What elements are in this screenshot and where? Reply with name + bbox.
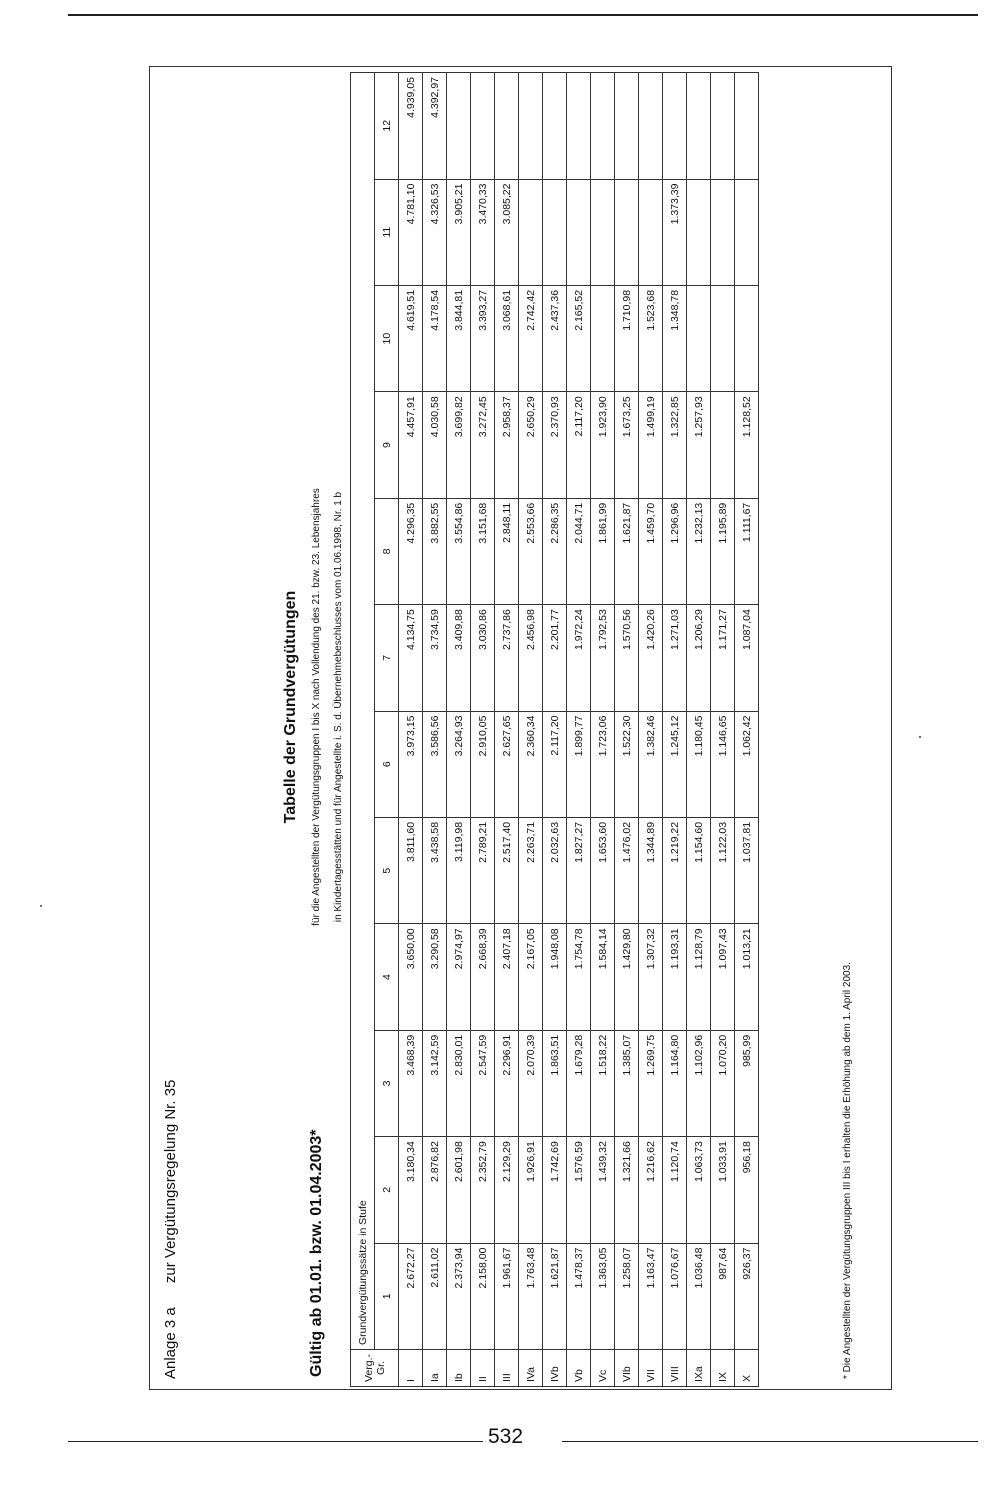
salary-cell: 3.468,39: [399, 1030, 423, 1136]
salary-cell: [687, 285, 711, 391]
group-cell: VIb: [615, 1349, 639, 1386]
page-rule-left: [68, 1441, 483, 1442]
landscape-content: [150, 67, 890, 1387]
annex-label: Anlage 3 a: [162, 1307, 179, 1379]
salary-cell: 2.611,02: [423, 1243, 447, 1349]
salary-cell: [687, 73, 711, 180]
salary-cell: 2.668,39: [471, 924, 495, 1030]
salary-cell: 2.737,86: [495, 605, 519, 711]
step-header: 2: [375, 1137, 399, 1243]
salary-cell: 1.679,28: [567, 1030, 591, 1136]
salary-cell: 1.385,07: [615, 1030, 639, 1136]
salary-cell: [639, 73, 663, 180]
salary-cell: 4.939,05: [399, 73, 423, 180]
salary-cell: 1.111,67: [735, 498, 759, 604]
rotated-page-frame: [149, 66, 892, 1390]
salary-cell: [615, 73, 639, 180]
group-cell: II: [471, 1349, 495, 1386]
salary-cell: 3.290,58: [423, 924, 447, 1030]
salary-cell: 1.518,22: [591, 1030, 615, 1136]
group-cell: IVa: [519, 1349, 543, 1386]
salary-cell: 1.827,27: [567, 817, 591, 923]
salary-cell: 2.296,91: [495, 1030, 519, 1136]
group-cell: Ia: [423, 1349, 447, 1386]
group-cell: IX: [711, 1349, 735, 1386]
salary-cell: 3.180,34: [399, 1137, 423, 1243]
salary-cell: 1.128,79: [687, 924, 711, 1030]
salary-cell: 1.321,66: [615, 1137, 639, 1243]
table-row: [543, 73, 567, 1387]
salary-cell: 3.973,15: [399, 711, 423, 817]
salary-cell: [735, 73, 759, 180]
group-cell: Vc: [591, 1349, 615, 1386]
table-row: [471, 73, 495, 1387]
salary-cell: [591, 285, 615, 391]
table-row: [567, 73, 591, 1387]
salary-cell: 1.070,20: [711, 1030, 735, 1136]
step-header: 5: [375, 817, 399, 923]
group-cell: Vb: [567, 1349, 591, 1386]
salary-cell: 1.570,56: [615, 605, 639, 711]
salary-cell: [711, 392, 735, 498]
salary-cell: 956,18: [735, 1137, 759, 1243]
salary-cell: 2.547,59: [471, 1030, 495, 1136]
salary-cell: 2.373,94: [447, 1243, 471, 1349]
salary-cell: 1.195,89: [711, 498, 735, 604]
table-row: [399, 73, 423, 1387]
salary-cell: 2.742,42: [519, 285, 543, 391]
salary-cell: 3.068,61: [495, 285, 519, 391]
salary-cell: 1.420,26: [639, 605, 663, 711]
valid-from: Gültig ab 01.01. bzw. 01.04.2003*: [308, 1129, 325, 1377]
salary-cell: 1.037,81: [735, 817, 759, 923]
salary-cell: [711, 179, 735, 285]
salary-cell: 1.219,22: [663, 817, 687, 923]
salary-cell: 3.554,86: [447, 498, 471, 604]
step-header: 11: [375, 179, 399, 285]
page-number: 532: [488, 1425, 524, 1448]
salary-cell: 1.439,32: [591, 1137, 615, 1243]
salary-cell: 2.437,36: [543, 285, 567, 391]
salary-cell: [495, 73, 519, 180]
salary-cell: 987,64: [711, 1243, 735, 1349]
salary-cell: 1.063,73: [687, 1137, 711, 1243]
salary-cell: 1.193,31: [663, 924, 687, 1030]
salary-cell: 1.216,62: [639, 1137, 663, 1243]
salary-cell: 1.673,25: [615, 392, 639, 498]
salary-cell: 1.742,69: [543, 1137, 567, 1243]
salary-cell: 1.621,87: [615, 498, 639, 604]
salary-cell: [567, 73, 591, 180]
salary-cell: 1.923,90: [591, 392, 615, 498]
group-cell: VII: [639, 1349, 663, 1386]
salary-cell: 2.352,79: [471, 1137, 495, 1243]
salary-cell: 1.163,47: [639, 1243, 663, 1349]
salary-cell: 3.811,60: [399, 817, 423, 923]
salary-cell: 1.763,48: [519, 1243, 543, 1349]
salary-cell: [615, 179, 639, 285]
table-row: [591, 73, 615, 1387]
salary-cell: 2.650,29: [519, 392, 543, 498]
salary-table: [350, 72, 759, 1387]
salary-cell: 3.470,33: [471, 179, 495, 285]
salary-cell: 1.754,78: [567, 924, 591, 1030]
scan-speck: [919, 736, 921, 738]
salary-cell: 2.958,37: [495, 392, 519, 498]
salary-cell: [519, 179, 543, 285]
salary-cell: 926,37: [735, 1243, 759, 1349]
salary-cell: 1.459,70: [639, 498, 663, 604]
group-cell: IXa: [687, 1349, 711, 1386]
salary-cell: 2.789,21: [471, 817, 495, 923]
table-row: [423, 73, 447, 1387]
table-row: [615, 73, 639, 1387]
salary-cell: 1.257,93: [687, 392, 711, 498]
salary-cell: 3.119,98: [447, 817, 471, 923]
salary-cell: 1.146,65: [711, 711, 735, 817]
step-header: 9: [375, 392, 399, 498]
salary-cell: 2.910,05: [471, 711, 495, 817]
group-column-header: Verg.-Gr.: [351, 1349, 399, 1386]
salary-cell: 2.601,98: [447, 1137, 471, 1243]
salary-cell: [735, 179, 759, 285]
salary-cell: 4.178,54: [423, 285, 447, 391]
annex-header: [162, 1060, 179, 1379]
salary-cell: 1.576,59: [567, 1137, 591, 1243]
salary-cell: 2.201,77: [543, 605, 567, 711]
salary-cell: [447, 73, 471, 180]
salary-cell: 3.264,93: [447, 711, 471, 817]
salary-cell: [735, 285, 759, 391]
salary-cell: 4.296,35: [399, 498, 423, 604]
salary-cell: [591, 179, 615, 285]
salary-cell: 1.926,91: [519, 1137, 543, 1243]
salary-cell: 1.206,29: [687, 605, 711, 711]
salary-cell: 1.258,07: [615, 1243, 639, 1349]
salary-cell: 2.167,05: [519, 924, 543, 1030]
table-title: Tabelle der Grundvergütungen: [282, 590, 299, 824]
salary-cell: 1.245,12: [663, 711, 687, 817]
salary-cell: 1.154,60: [687, 817, 711, 923]
salary-cell: [543, 73, 567, 180]
salary-cell: 4.030,58: [423, 392, 447, 498]
salary-cell: 4.392,97: [423, 73, 447, 180]
salary-cell: 2.286,35: [543, 498, 567, 604]
salary-cell: 2.627,65: [495, 711, 519, 817]
subtitle-line-2: in Kindertagesstätten und für Angestellte i. S. d. Übernehmebeschlusses vom 01.06.1998, Nr. 1 b: [333, 491, 344, 923]
salary-cell: 1.899,77: [567, 711, 591, 817]
top-rule: [68, 14, 978, 16]
salary-cell: 3.142,59: [423, 1030, 447, 1136]
salary-cell: 1.344,89: [639, 817, 663, 923]
step-header: 3: [375, 1030, 399, 1136]
salary-cell: [711, 73, 735, 180]
salary-cell: 1.296,96: [663, 498, 687, 604]
subtitle-line-1: für die Angestellten der Vergütungsgruppen I bis X nach Vollendung des 21. bzw. 23. Lebensjahres: [311, 488, 322, 926]
salary-cell: 1.307,32: [639, 924, 663, 1030]
salary-cell: 1.478,37: [567, 1243, 591, 1349]
salary-cell: 3.409,88: [447, 605, 471, 711]
salary-cell: 1.373,39: [663, 179, 687, 285]
salary-cell: 1.523,68: [639, 285, 663, 391]
salary-cell: 1.087,04: [735, 605, 759, 711]
table-row: [447, 73, 471, 1387]
salary-cell: 2.117,20: [543, 711, 567, 817]
salary-cell: 1.522,30: [615, 711, 639, 817]
salary-cell: 4.134,75: [399, 605, 423, 711]
salary-cell: [639, 179, 663, 285]
salary-cell: 3.151,68: [471, 498, 495, 604]
salary-cell: 2.158,00: [471, 1243, 495, 1349]
salary-cell: 3.734,59: [423, 605, 447, 711]
salary-cell: 3.882,55: [423, 498, 447, 604]
table-row: [735, 73, 759, 1387]
salary-cell: 1.499,19: [639, 392, 663, 498]
group-cell: IVb: [543, 1349, 567, 1386]
salary-cell: 3.438,58: [423, 817, 447, 923]
salary-cell: 1.363,05: [591, 1243, 615, 1349]
salary-cell: 1.171,27: [711, 605, 735, 711]
salary-cell: 1.710,98: [615, 285, 639, 391]
salary-cell: 1.382,46: [639, 711, 663, 817]
salary-cell: 3.272,45: [471, 392, 495, 498]
step-header: 4: [375, 924, 399, 1030]
step-header: 8: [375, 498, 399, 604]
salary-cell: 1.621,87: [543, 1243, 567, 1349]
salary-cell: 1.322,85: [663, 392, 687, 498]
salary-cell: 2.456,98: [519, 605, 543, 711]
salary-cell: 1.102,96: [687, 1030, 711, 1136]
table-row: [519, 73, 543, 1387]
salary-cell: 2.517,40: [495, 817, 519, 923]
salary-cell: 985,99: [735, 1030, 759, 1136]
page-rule-right: [562, 1441, 978, 1442]
salary-cell: 1.476,02: [615, 817, 639, 923]
footnote: * Die Angestellten der Vergütungsgruppen III bis I erhalten die Erhöhung ab dem 1. April 2003.: [842, 962, 853, 1379]
salary-cell: 1.180,45: [687, 711, 711, 817]
salary-cell: 3.905,21: [447, 179, 471, 285]
salary-cell: [663, 73, 687, 180]
group-cell: X: [735, 1349, 759, 1386]
group-cell: VIII: [663, 1349, 687, 1386]
salary-cell: 2.974,97: [447, 924, 471, 1030]
table-row: [663, 73, 687, 1387]
salary-cell: 1.076,67: [663, 1243, 687, 1349]
salary-cell: 2.370,93: [543, 392, 567, 498]
table-row: [711, 73, 735, 1387]
salary-cell: 3.650,00: [399, 924, 423, 1030]
salary-cell: 4.457,91: [399, 392, 423, 498]
salary-cell: 1.653,60: [591, 817, 615, 923]
salary-cell: 2.876,82: [423, 1137, 447, 1243]
salary-cell: 2.263,71: [519, 817, 543, 923]
salary-cell: 2.070,39: [519, 1030, 543, 1136]
salary-cell: 1.269,75: [639, 1030, 663, 1136]
step-header: 12: [375, 73, 399, 180]
salary-cell: 2.360,34: [519, 711, 543, 817]
salary-cell: 2.044,71: [567, 498, 591, 604]
salary-cell: 2.830,01: [447, 1030, 471, 1136]
salary-cell: 4.326,53: [423, 179, 447, 285]
salary-cell: [543, 179, 567, 285]
salary-cell: 1.097,43: [711, 924, 735, 1030]
salary-cell: [519, 73, 543, 180]
salary-cell: 1.271,03: [663, 605, 687, 711]
heading-block: [282, 357, 344, 1057]
salary-cell: 2.165,52: [567, 285, 591, 391]
salary-cell: 2.407,18: [495, 924, 519, 1030]
salary-cell: 1.584,14: [591, 924, 615, 1030]
step-header: 7: [375, 605, 399, 711]
salary-cell: 4.781,10: [399, 179, 423, 285]
scan-speck: [40, 905, 42, 907]
step-header: 10: [375, 285, 399, 391]
salary-cell: 1.120,74: [663, 1137, 687, 1243]
step-header: 6: [375, 711, 399, 817]
salary-cell: 1.033,91: [711, 1137, 735, 1243]
salary-cell: 2.848,11: [495, 498, 519, 604]
salary-cell: 3.699,82: [447, 392, 471, 498]
steps-header: Grundvergütungssätze in Stufe: [351, 73, 375, 1350]
salary-cell: 1.232,13: [687, 498, 711, 604]
salary-cell: 1.128,52: [735, 392, 759, 498]
salary-cell: [711, 285, 735, 391]
table-row: [687, 73, 711, 1387]
salary-cell: 3.844,81: [447, 285, 471, 391]
table-row: [495, 73, 519, 1387]
salary-cell: 1.792,53: [591, 605, 615, 711]
salary-cell: 3.586,56: [423, 711, 447, 817]
salary-cell: [471, 73, 495, 180]
salary-cell: 1.863,51: [543, 1030, 567, 1136]
salary-cell: 1.972,24: [567, 605, 591, 711]
salary-cell: 3.393,27: [471, 285, 495, 391]
salary-cell: 1.429,80: [615, 924, 639, 1030]
salary-cell: 2.553,66: [519, 498, 543, 604]
salary-cell: 2.672,27: [399, 1243, 423, 1349]
table-body: [399, 73, 759, 1387]
salary-cell: 2.117,20: [567, 392, 591, 498]
step-number-row: [375, 73, 399, 1387]
salary-cell: 1.122,03: [711, 817, 735, 923]
step-header: 1: [375, 1243, 399, 1349]
salary-cell: [687, 179, 711, 285]
salary-cell: 1.062,42: [735, 711, 759, 817]
table-row: [639, 73, 663, 1387]
salary-cell: 2.129,29: [495, 1137, 519, 1243]
salary-cell: 1.861,99: [591, 498, 615, 604]
salary-cell: 1.723,06: [591, 711, 615, 817]
salary-cell: 3.085,22: [495, 179, 519, 285]
salary-cell: 1.013,21: [735, 924, 759, 1030]
annex-title: zur Vergütungsregelung Nr. 35: [162, 1079, 179, 1284]
salary-cell: 1.961,67: [495, 1243, 519, 1349]
salary-cell: [591, 73, 615, 180]
salary-cell: 1.948,08: [543, 924, 567, 1030]
group-cell: III: [495, 1349, 519, 1386]
salary-cell: 1.036,48: [687, 1243, 711, 1349]
salary-cell: 3.030,86: [471, 605, 495, 711]
salary-cell: 2.032,63: [543, 817, 567, 923]
salary-cell: [567, 179, 591, 285]
group-cell: Ib: [447, 1349, 471, 1386]
salary-cell: 1.164,80: [663, 1030, 687, 1136]
group-cell: I: [399, 1349, 423, 1386]
salary-cell: 4.619,51: [399, 285, 423, 391]
salary-cell: 1.348,78: [663, 285, 687, 391]
